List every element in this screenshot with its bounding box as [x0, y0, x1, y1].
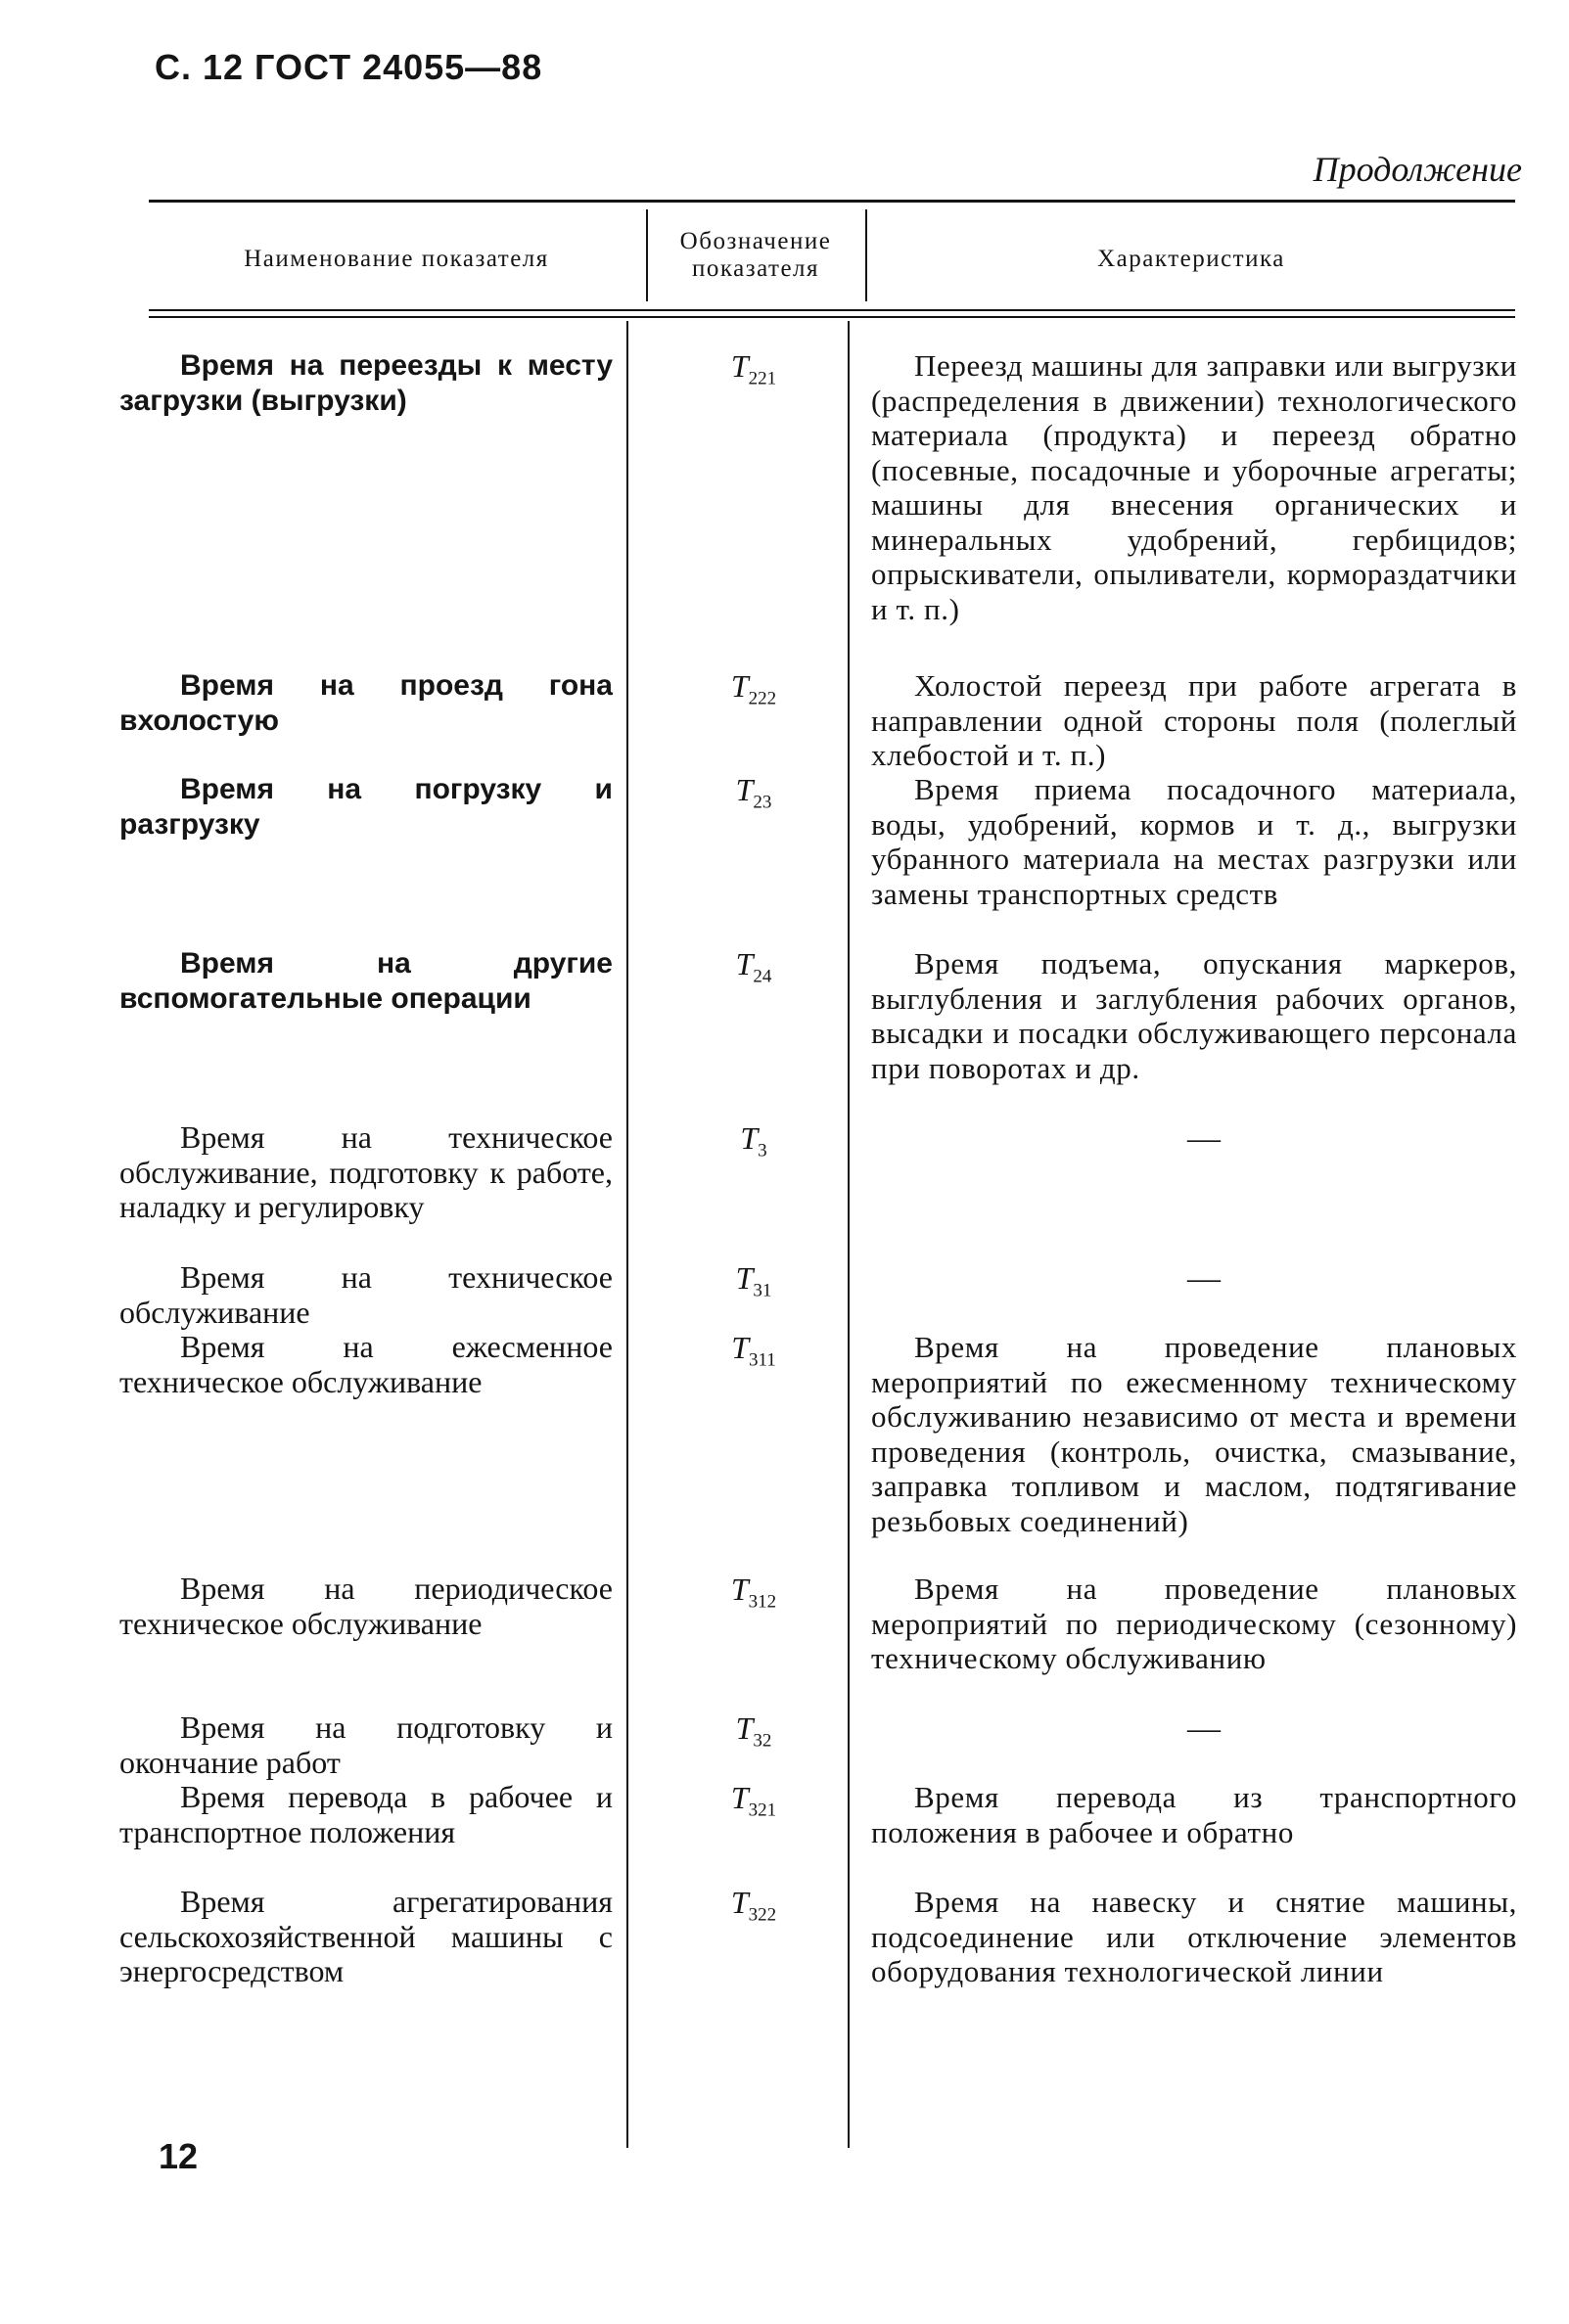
indicator-name: Время на техническое обслуживание, подготовку к работе, наладку и регулировку: [119, 1119, 613, 1224]
column-divider-1-body: [626, 321, 628, 2148]
indicator-description: Время на проведение плановых мероприятий по ежесменному техническому обслуживанию независимо от места и времени проведения (контроль, очистка, смазывание, заправка топливом и маслом, подтягивание резьбовых соединений): [871, 1330, 1517, 1538]
header-bottom-rule-2: [149, 316, 1515, 318]
continuation-label: Продолжение: [1313, 150, 1522, 189]
indicator-description: Время на проведение плановых мероприятий по периодическому (сезонному) техническому обслуживанию: [871, 1572, 1517, 1675]
indicator-description: Время перевода из транспортного положения в рабочее и обратно: [871, 1780, 1517, 1849]
empty-description-dash: —: [1187, 1710, 1221, 1747]
indicator-symbol: $T_3$: [740, 1120, 767, 1162]
indicator-name: Время на подготовку и окончание работ: [119, 1709, 613, 1780]
page-header: С. 12 ГОСТ 24055—88: [155, 47, 543, 87]
indicator-name: Время на переезды к месту загрузки (выгрузки): [119, 349, 613, 417]
indicator-name: Время на другие вспомогательные операции: [119, 947, 613, 1015]
indicator-name: Время на периодическое техническое обслуживание: [119, 1571, 613, 1641]
indicator-symbol: $T_{23}$: [735, 772, 772, 813]
indicator-symbol: $T_{321}$: [730, 1780, 777, 1821]
page-number: 12: [159, 2136, 199, 2176]
indicator-symbol: $T_{312}$: [730, 1572, 777, 1613]
indicator-symbol: $T_{31}$: [735, 1260, 772, 1301]
empty-description-dash: —: [1187, 1120, 1221, 1157]
column-header-description: Характеристика: [1097, 246, 1285, 272]
indicator-description: Время подъема, опускания маркеров, выглубления и заглубления рабочих органов, высадки и посадки обслуживающего персонала при поворотах и др.: [871, 946, 1517, 1085]
empty-description-dash: —: [1187, 1260, 1221, 1297]
indicator-symbol: $T_{221}$: [730, 348, 777, 389]
table-top-rule: [149, 200, 1515, 203]
column-divider-2-body: [848, 321, 850, 2148]
indicator-name: Время агрегатирования сельскохозяйственной машины с энергосредством: [119, 1884, 613, 1988]
indicator-symbol: $T_{222}$: [730, 668, 777, 709]
column-header-name: Наименование показателя: [244, 246, 549, 272]
indicator-symbol: $T_{32}$: [735, 1710, 772, 1752]
header-bottom-rule: [149, 309, 1515, 311]
indicator-name: Время перевода в рабочее и транспортное положения: [119, 1779, 613, 1849]
indicator-description: Время на навеску и снятие машины, подсоединение или отключение элементов оборудования технологической линии: [871, 1885, 1517, 1988]
indicator-name: Время на проезд гона вхолостую: [119, 669, 613, 737]
column-header-symbol-line2: показателя: [691, 255, 820, 282]
indicator-description: Холостой переезд при работе агрегата в направлении одной стороны поля (полеглый хлебостой и т. п.): [871, 668, 1517, 772]
indicator-description: Переезд машины для заправки или выгрузки (распределения в движении) технологического материала (продукта) и переезд обратно (посевные, посадочные и уборочные агрегаты; машины для внесения органических и минеральных удобрений, гербицидов; опрыскиватели, опыливатели, кормораздатчики и т. п.): [871, 348, 1517, 626]
indicator-name: Время на ежесменное техническое обслуживание: [119, 1329, 613, 1399]
column-header-symbol: [648, 228, 863, 283]
indicator-symbol: $T_{24}$: [735, 946, 772, 987]
indicator-name: Время на техническое обслуживание: [119, 1259, 613, 1330]
column-header-symbol-line1: Обозначение: [679, 228, 832, 254]
indicator-description: Время приема посадочного материала, воды, удобрений, кормов и т. д., выгрузки убранного материала на местах разгрузки или замены транспортных средств: [871, 772, 1517, 911]
indicator-name: Время на погрузку и разгрузку: [119, 773, 613, 841]
indicator-symbol: $T_{322}$: [730, 1885, 777, 1926]
indicator-symbol: $T_{311}$: [731, 1330, 776, 1371]
